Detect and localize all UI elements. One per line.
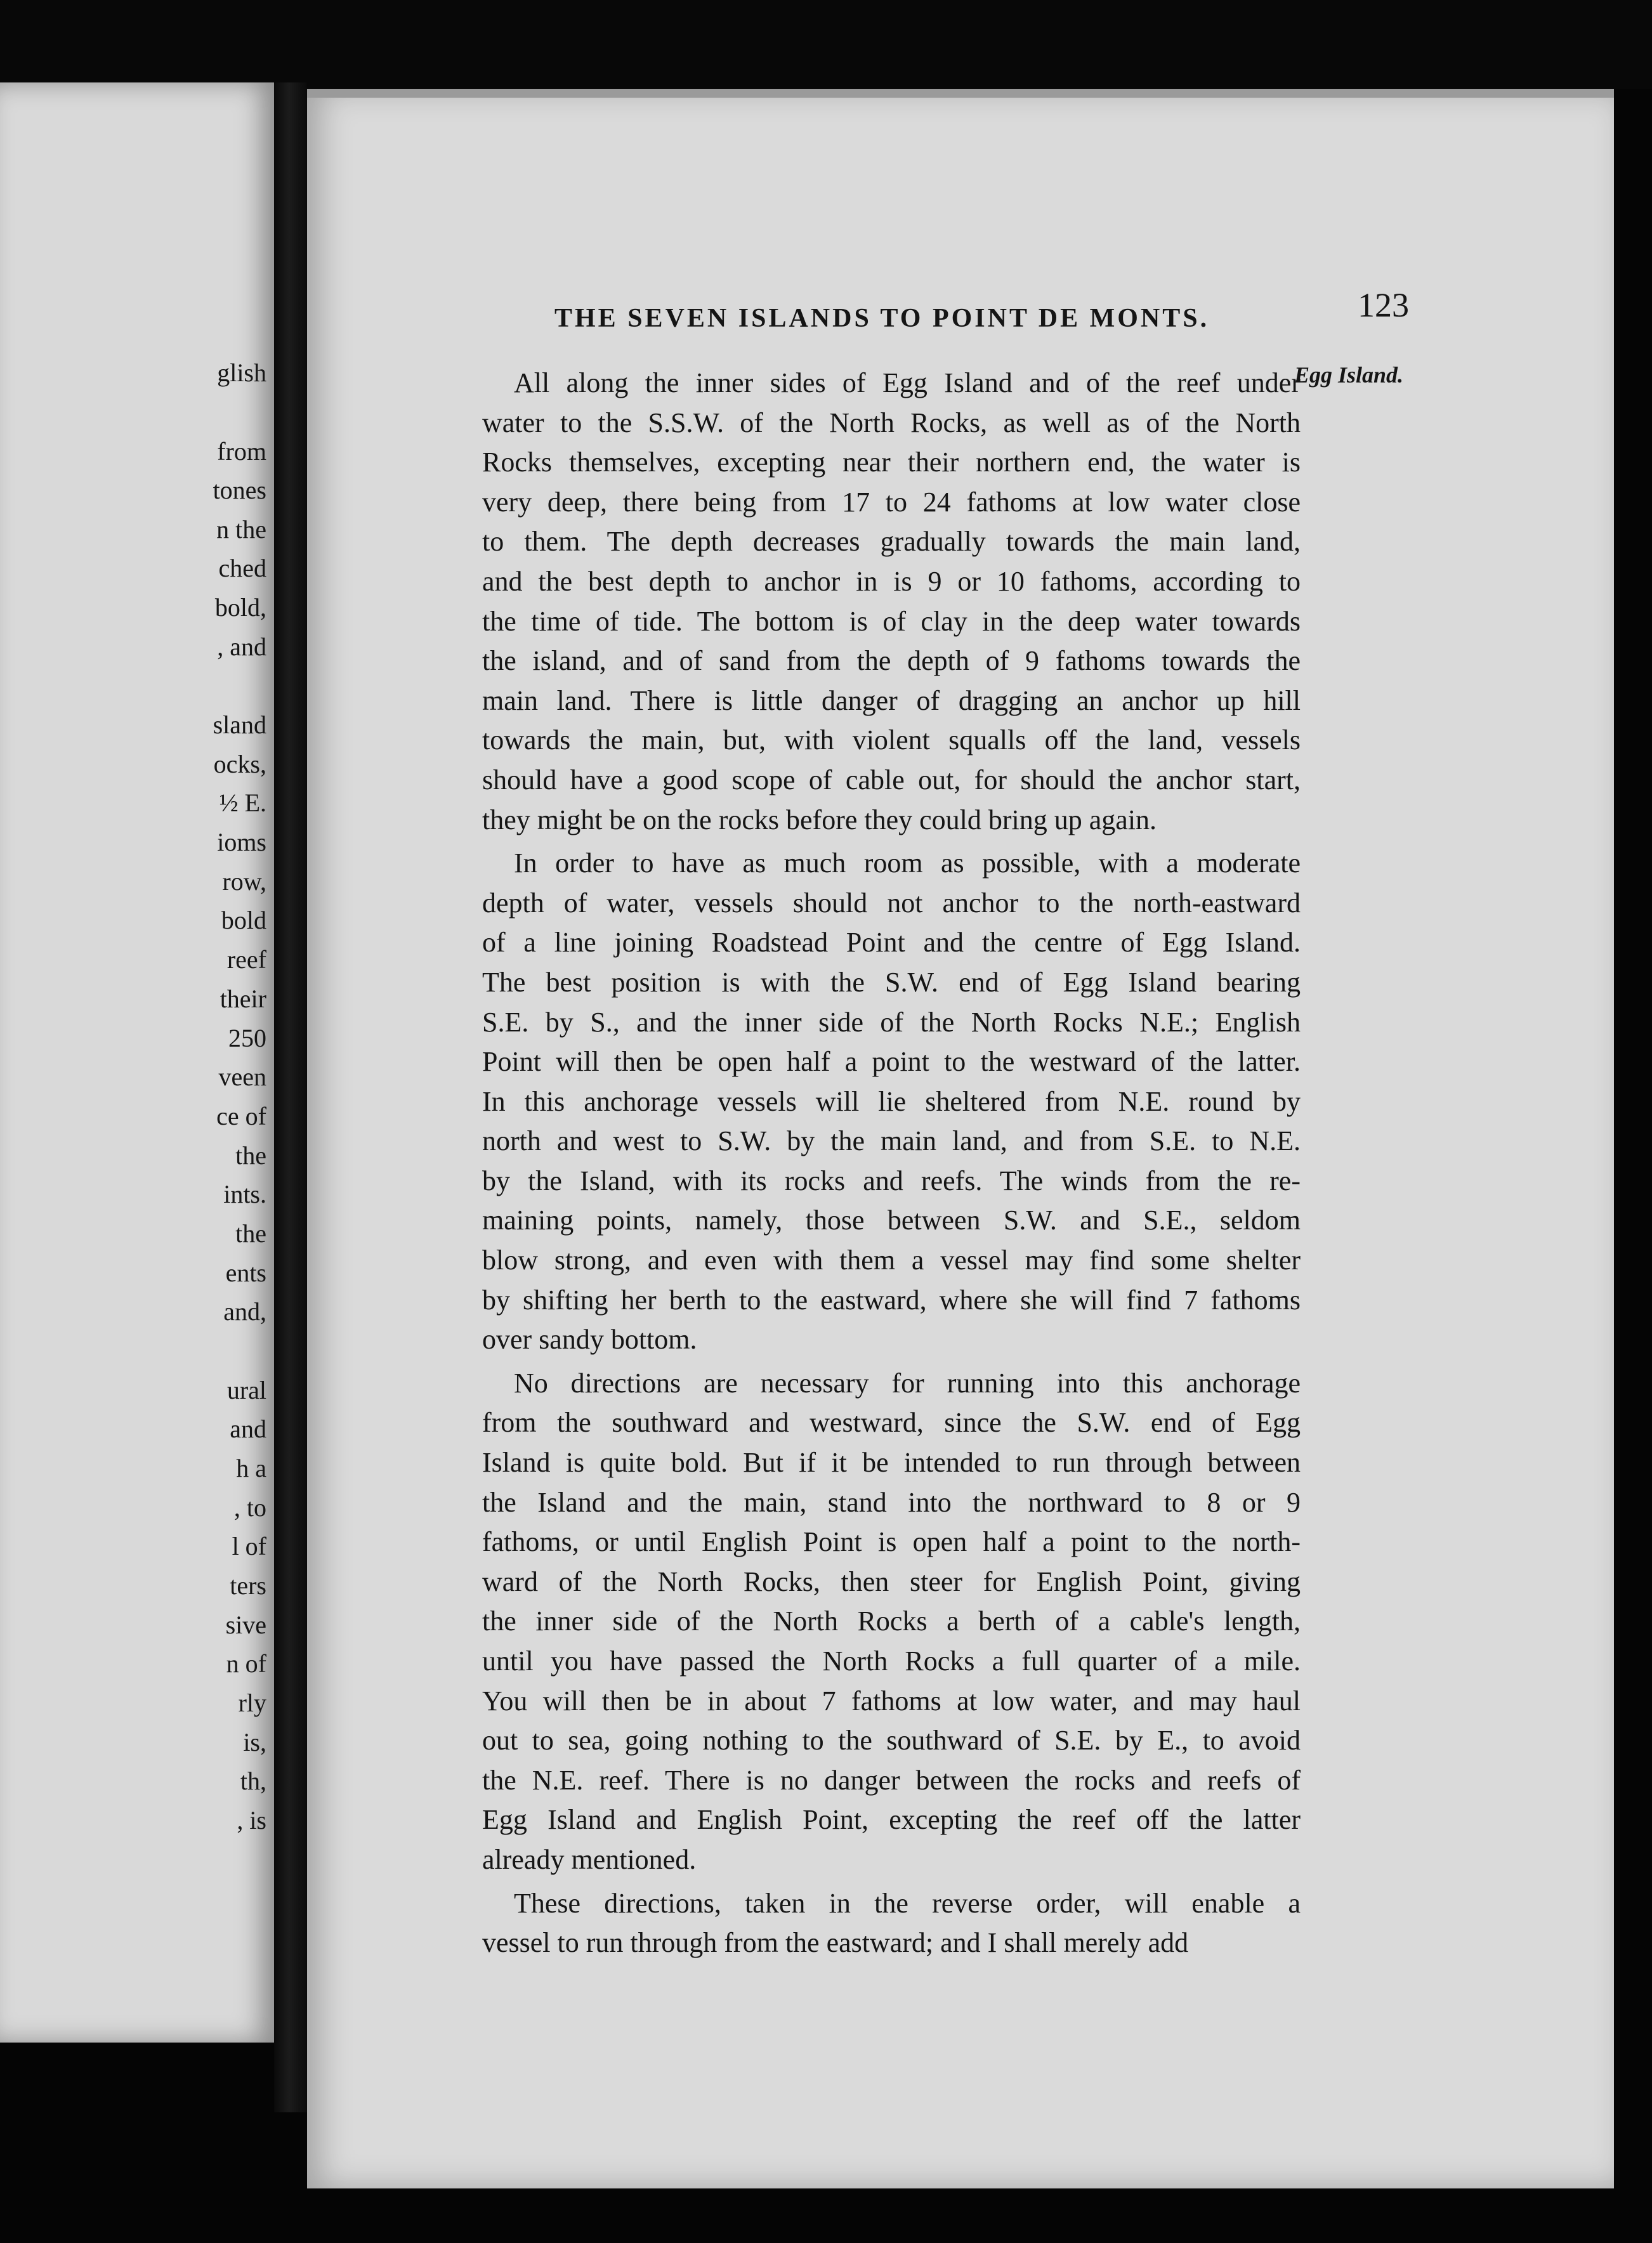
book-gutter [274,82,307,2112]
margin-note: Egg Island. [1294,362,1404,388]
paragraph [482,1884,1301,1963]
left-page-line-fragment: ½ E. [219,788,266,817]
left-page-line-fragment: sive [225,1611,266,1639]
body-text [482,363,1301,1963]
left-page-line-fragment: reef [226,945,266,974]
text-line: out to sea, going nothing to the southward of S.E. by E., to avoid [482,1725,1301,1756]
page-number: 123 [1358,286,1409,324]
text-line: until you have passed the North Rocks a full quarter of a mile. [482,1645,1301,1677]
text-line: the island, and of sand from the depth of 9 fathoms towards the [482,645,1301,677]
text-line: maining points, namely, those between S.W. and S.E., seldom [482,1205,1301,1236]
paragraph [482,844,1301,1360]
text-line: Egg Island and English Point, excepting the reef off the latter [482,1804,1301,1836]
text-line: These directions, taken in the reverse order, will enable a [514,1887,1301,1919]
text-line: and the best depth to anchor in is 9 or 10 fathoms, according to [482,565,1301,597]
left-page-line-fragment: bold [221,906,266,934]
scan-background [0,0,1652,89]
paragraph [482,363,1301,840]
text-line: blow strong, and even with them a vessel may find some shelter [482,1245,1301,1276]
text-line: Point will then be open half a point to the westward of the latter. [482,1046,1301,1078]
text-line: already mentioned. [482,1843,697,1875]
left-page-line-fragment: glish [217,358,266,387]
left-page-line-fragment: n the [216,515,266,544]
left-page-line-fragment: h a [236,1454,266,1482]
left-page-line-fragment: 250 [228,1024,266,1052]
text-line: You will then be in about 7 fathoms at low water, and may haul [482,1685,1301,1717]
text-line: main land. There is little danger of dragging an anchor up hill [482,684,1301,716]
left-page-line-fragment: ints. [223,1180,266,1208]
left-page-line-fragment: ioms [217,828,266,856]
text-line: very deep, there being from 17 to 24 fathoms at low water close [482,486,1301,518]
page-edge [307,89,1614,98]
text-line: the time of tide. The bottom is of clay in the deep water towards [482,605,1301,637]
text-line: The best position is with the S.W. end of Egg Island bearing [482,966,1301,998]
text-line: In this anchorage vessels will lie sheltered from N.E. round by [482,1085,1301,1117]
left-page-line-fragment: , and [217,632,266,661]
left-page-line-fragment: row, [222,867,266,896]
left-page-line-fragment: ocks, [213,750,266,778]
left-page-line-fragment: ters [230,1571,266,1600]
left-page-line-fragment: and [230,1415,266,1443]
text-line: the inner side of the North Rocks a berth of a cable's length, [482,1605,1301,1637]
left-page-line-fragment: their [220,984,266,1013]
paragraph [482,1364,1301,1880]
left-page-line-fragment: th, [240,1767,266,1795]
left-page-line-fragment: is, [243,1728,266,1756]
text-line: No directions are necessary for running into this anchorage [514,1367,1301,1399]
left-page-line-fragment: ural [226,1376,266,1404]
text-line: by the Island, with its rocks and reefs. The winds from the re- [482,1165,1301,1196]
text-line: should have a good scope of cable out, for should the anchor start, [482,764,1301,795]
left-page-line-fragment: l of [232,1532,266,1560]
text-line: they might be on the rocks before they could bring up again. [482,804,1157,835]
text-line: of a line joining Roadstead Point and the centre of Egg Island. [482,927,1301,958]
left-page-line-fragment: ce of [216,1102,266,1130]
text-line: over sandy bottom. [482,1324,697,1356]
left-page-line-fragment: ched [218,554,266,582]
left-page-line-fragment: rly [238,1689,266,1717]
left-page-line-fragment: ents [225,1259,266,1287]
left-page-line-fragment: sland [213,710,266,739]
text-line: Island is quite bold. But if it be intended to run through between [482,1447,1301,1479]
text-line: All along the inner sides of Egg Island and of the reef under [514,367,1301,398]
text-line: ward of the North Rocks, then steer for English Point, giving [482,1566,1301,1597]
left-page-line-fragment: tones [213,476,266,504]
left-page-line-fragment: n of [226,1649,266,1678]
text-line: towards the main, but, with violent squalls off the land, vessels [482,724,1301,756]
text-line: S.E. by S., and the inner side of the North Rocks N.E.; English [482,1006,1301,1038]
left-page [0,82,274,2043]
text-line: water to the S.S.W. of the North Rocks, as well as of the North [482,407,1301,438]
text-line: In order to have as much room as possible, with a moderate [514,847,1301,879]
left-page-line-fragment: from [217,437,266,466]
text-line: by shifting her berth to the eastward, where she will find 7 fathoms [482,1284,1301,1316]
left-page-line-fragment: bold, [214,593,266,622]
running-head: THE SEVEN ISLANDS TO POINT DE MONTS. [554,304,1210,333]
text-line: fathoms, or until English Point is open half a point to the north- [482,1526,1301,1558]
left-page-line-fragment: , to [233,1493,266,1522]
text-line: depth of water, vessels should not anchor to the north-eastward [482,887,1301,919]
left-page-line-fragment: and, [223,1297,266,1326]
text-line: the Island and the main, stand into the northward to 8 or 9 [482,1486,1301,1518]
text-line: vessel to run through from the eastward; and I shall merely add [482,1927,1189,1959]
text-line: north and west to S.W. by the main land, and from S.E. to N.E. [482,1125,1301,1157]
left-page-line-fragment: , is [237,1806,266,1834]
text-line: to them. The depth decreases gradually towards the main land, [482,526,1301,558]
left-page-line-fragment: veen [218,1063,266,1091]
text-line: the N.E. reef. There is no danger between the rocks and reefs of [482,1764,1301,1796]
text-line: Rocks themselves, excepting near their northern end, the water is [482,447,1301,478]
text-line: from the southward and westward, since the S.W. end of Egg [482,1407,1301,1439]
left-page-line-fragment: the [235,1219,266,1248]
left-page-line-fragment: the [235,1141,266,1170]
